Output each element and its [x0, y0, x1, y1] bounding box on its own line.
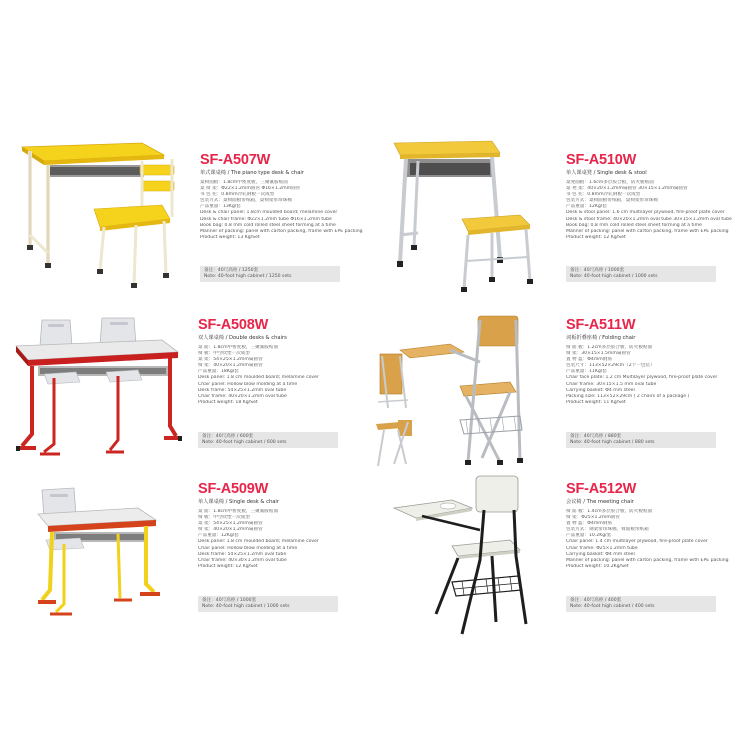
- spec-line: 桌 架：54×25×1.2mm扁圆管: [198, 357, 263, 363]
- product-image-double-desk: [14, 316, 184, 466]
- packing-note-en: Note: 40-foot high cabinet / 880 sets: [570, 440, 655, 445]
- product-subtitle: 单式课桌椅 / The piano type desk & chair: [200, 170, 304, 176]
- spec-line: 书 包 托：0.8mm冷轧钢板一次成型: [200, 192, 275, 198]
- spec-line: 包装方式：钢架带珍珠棉，椅面板带纸箱: [566, 527, 649, 533]
- product-image-desk-stool: [392, 135, 542, 295]
- product-image-single-desk: [34, 484, 164, 624]
- spec-line: Product weight: 12 Kg/Set: [198, 563, 258, 569]
- spec-line: 桌 面：1.8cm中密度板，三聚氰胺贴面: [198, 345, 279, 350]
- spec-line: Packing size: 113×52×29cm ( 2 chairs of a package ): [566, 393, 690, 399]
- spec-line: 椅 面 板：1.4cm多层胶合板，防火板贴面: [566, 509, 653, 514]
- spec-line: Desk & stool frame: 40×20×1.2mm oval tube 30×15×1.2mm oval tube: [566, 216, 732, 222]
- spec-list: [566, 509, 736, 570]
- packing-note-en: Note: 40-foot high cabinet / 1250 sets: [204, 274, 292, 279]
- spec-list: [566, 345, 736, 406]
- spec-line: 椅 架：40×20×1.2mm扁圆管: [198, 363, 263, 369]
- spec-line: 桌 椅 架：Φ22×1.2mm圆管 Φ16×1.2mm圆管: [200, 186, 301, 192]
- packing-note-cn: 备注：40尺高柜 / 1000套: [202, 598, 257, 603]
- spec-line: Product weight: 18 Kg/Set: [198, 399, 258, 405]
- packing-note-cn: 备注：40尺高柜 / 1250套: [204, 268, 259, 273]
- spec-line: 桌凳面板：1.6cm多层胶合板，防火板贴面: [566, 180, 654, 185]
- spec-line: Carrying basket: Φ4 mm steel: [566, 551, 635, 557]
- spec-line: Product weight: 10.2Kg/Set: [566, 563, 629, 569]
- packing-note-en: Note: 40-foot high cabinet / 600 sets: [202, 440, 287, 445]
- product-subtitle: 会议椅 / The meeting chair: [566, 499, 634, 505]
- spec-list: [566, 180, 736, 241]
- spec-line: 桌 面：1.8cm中密度板，三聚氰胺贴面: [198, 509, 279, 514]
- spec-line: 椅 架：30×15×1.5mm扁圆管: [566, 351, 631, 357]
- packing-note-cn: 备注：40尺高柜 / 600套: [202, 434, 254, 439]
- spec-line: Desk & chair panel: 1.8cm moulded board; melamine cover: [200, 210, 338, 216]
- packing-note-cn: 备注：40尺高柜 / 880套: [570, 434, 622, 439]
- product-subtitle: 词板折叠座椅 / Folding chair: [566, 335, 636, 341]
- spec-line: Desk panel: 1.8 cm moulded board; melamine cover: [198, 539, 319, 545]
- packing-note: [566, 266, 716, 282]
- spec-line: 书 包 托：0.8mm冷轧钢板一次成型: [566, 192, 641, 198]
- model-number: SF-A512W: [566, 481, 637, 497]
- spec-line: 椅 架：40×20×1.2mm扁圆管: [198, 527, 263, 533]
- spec-list: [198, 345, 368, 406]
- spec-list: [198, 509, 368, 570]
- spec-list: [200, 180, 370, 241]
- product-image-folding-chair: [370, 312, 556, 472]
- spec-line: 产品重量：12Kg/套: [198, 533, 239, 539]
- packing-note-cn: 备注：40尺高柜 / 400套: [570, 598, 622, 603]
- spec-line: Manner of packing: panel with carton packing, frame with EPE packing: [566, 228, 729, 234]
- packing-note-cn: 备注：40尺高柜 / 1000套: [570, 268, 625, 273]
- spec-line: 桌椅面板：1.8cm中密度板，三聚氰胺贴面: [200, 180, 288, 185]
- packing-note-en: Note: 40-foot high cabinet / 400 sets: [570, 604, 655, 609]
- spec-line: 产品重量：12Kg/套: [566, 204, 607, 210]
- spec-line: 桌 凳 架：40×20×1.2mm扁圆管 30×15×1.2mm扁圆管: [566, 186, 688, 192]
- model-number: SF-A508W: [198, 317, 269, 333]
- packing-note: [198, 432, 338, 448]
- spec-line: Chair panel: Hollow blow molding at a time: [198, 545, 298, 551]
- packing-note-en: Note: 40-foot high cabinet / 1000 sets: [570, 274, 658, 279]
- product-subtitle: 双人课桌椅 / Double desks & chairs: [198, 335, 287, 341]
- spec-line: Desk & chair frame: Φ22×1.2mm tube Φ16×1.2mm tube: [200, 216, 332, 222]
- spec-line: Product weight: 11 Kg/Set: [566, 399, 626, 405]
- spec-line: 产品重量：13Kg/套: [200, 204, 241, 210]
- spec-line: Desk & stool panel: 1.6 cm multilayer plywood, fire-proof plate cover: [566, 210, 725, 216]
- spec-line: Chair panel: 1.4 cm multilayer plywood, fire-proof plate cover: [566, 539, 708, 545]
- product-info: [566, 482, 736, 570]
- spec-line: Book bag: 0.8 mm cold rolled steel sheet forming at a time: [566, 222, 702, 228]
- spec-line: 产品重量：18Kg/套: [198, 369, 239, 375]
- spec-line: 椅 面 板：1.2cm多层胶合板，防火板贴面: [566, 345, 653, 350]
- spec-line: Carrying basket: Φ4 mm steel: [566, 387, 635, 393]
- spec-line: Chair panel: Hollow blow molding at a time: [198, 381, 298, 387]
- spec-line: 椅 板：中空吹塑一次成型: [198, 515, 250, 521]
- spec-line: Chair frame: 30×15×1.5 mm oval tube: [566, 381, 657, 387]
- product-subtitle: 单人课桌椅 / Single desk & chair: [198, 499, 280, 505]
- packing-note: [200, 266, 340, 282]
- model-number: SF-A507W: [200, 152, 271, 168]
- spec-line: Chair frame: 40×30×1.2mm oval tube: [198, 557, 287, 563]
- spec-line: Desk panel: 1.8 cm moulded board; melamine cover: [198, 375, 319, 381]
- product-image-desk-chair: [18, 135, 178, 295]
- model-number: SF-A509W: [198, 481, 269, 497]
- packing-note: [198, 596, 338, 612]
- spec-line: 产品重量：10.2Kg/套: [566, 533, 612, 539]
- product-info: [198, 482, 368, 570]
- packing-note-en: Note: 40-foot high cabinet / 1000 sets: [202, 604, 290, 609]
- product-image-meeting-chair: [392, 474, 542, 644]
- spec-line: Product weight: 12 Kg/Set: [566, 234, 626, 240]
- spec-line: Desk frame: 54×25×1.2mm oval tube: [198, 551, 287, 557]
- spec-line: 产品重量：11Kg/套: [566, 369, 607, 375]
- spec-line: 包装方式：桌椅面板带纸箱，桌椅架带珍珠棉: [200, 198, 292, 204]
- packing-note: [566, 596, 716, 612]
- spec-line: Manner of packing: panel with carton packing, frame with EPE packing: [200, 228, 363, 234]
- product-info: [566, 153, 736, 241]
- product-info: [566, 318, 736, 406]
- packing-note: [566, 432, 716, 448]
- spec-line: Chair frame: 40×20×1.2mm oval tube: [198, 393, 287, 399]
- product-info: [200, 153, 370, 241]
- spec-line: 桌 架：54×25×1.2mm扁圆管: [198, 521, 263, 527]
- spec-line: 包装方式：桌椅面板带纸箱，桌椅架带珍珠棉: [566, 198, 658, 204]
- product-subtitle: 单人课桌凳 / Single desk & stool: [566, 170, 647, 176]
- spec-line: Chair face plate: 1.2 cm Multilayer plywood, fire-proof plate cover: [566, 375, 718, 381]
- model-number: SF-A510W: [566, 152, 637, 168]
- product-info: [198, 318, 368, 406]
- spec-line: 椅 板：中空吹塑一次成型: [198, 351, 250, 357]
- spec-line: Book bag: 0.8 mm cold rolled steel sheet forming at a time: [200, 222, 336, 228]
- spec-line: 椅 架：Φ25×1.2mm圆管: [566, 515, 620, 521]
- spec-line: Chair frame: Φ25×1.2mm tube: [566, 545, 638, 551]
- spec-line: 置 物 篮：Φ4mm钢筋: [566, 521, 612, 527]
- spec-line: Manner of packing: panel with carton packing, frame with EPE packing: [566, 557, 729, 563]
- model-number: SF-A511W: [566, 317, 636, 333]
- spec-line: 包装尺寸：113×52×29cm（2个一包装）: [566, 363, 655, 369]
- spec-line: 置 物 篮：Φ4mm钢筋: [566, 357, 612, 363]
- spec-line: Desk frame: 54×25×1.2mm oval tube: [198, 387, 287, 393]
- spec-line: Product weight: 13 Kg/Set: [200, 234, 260, 240]
